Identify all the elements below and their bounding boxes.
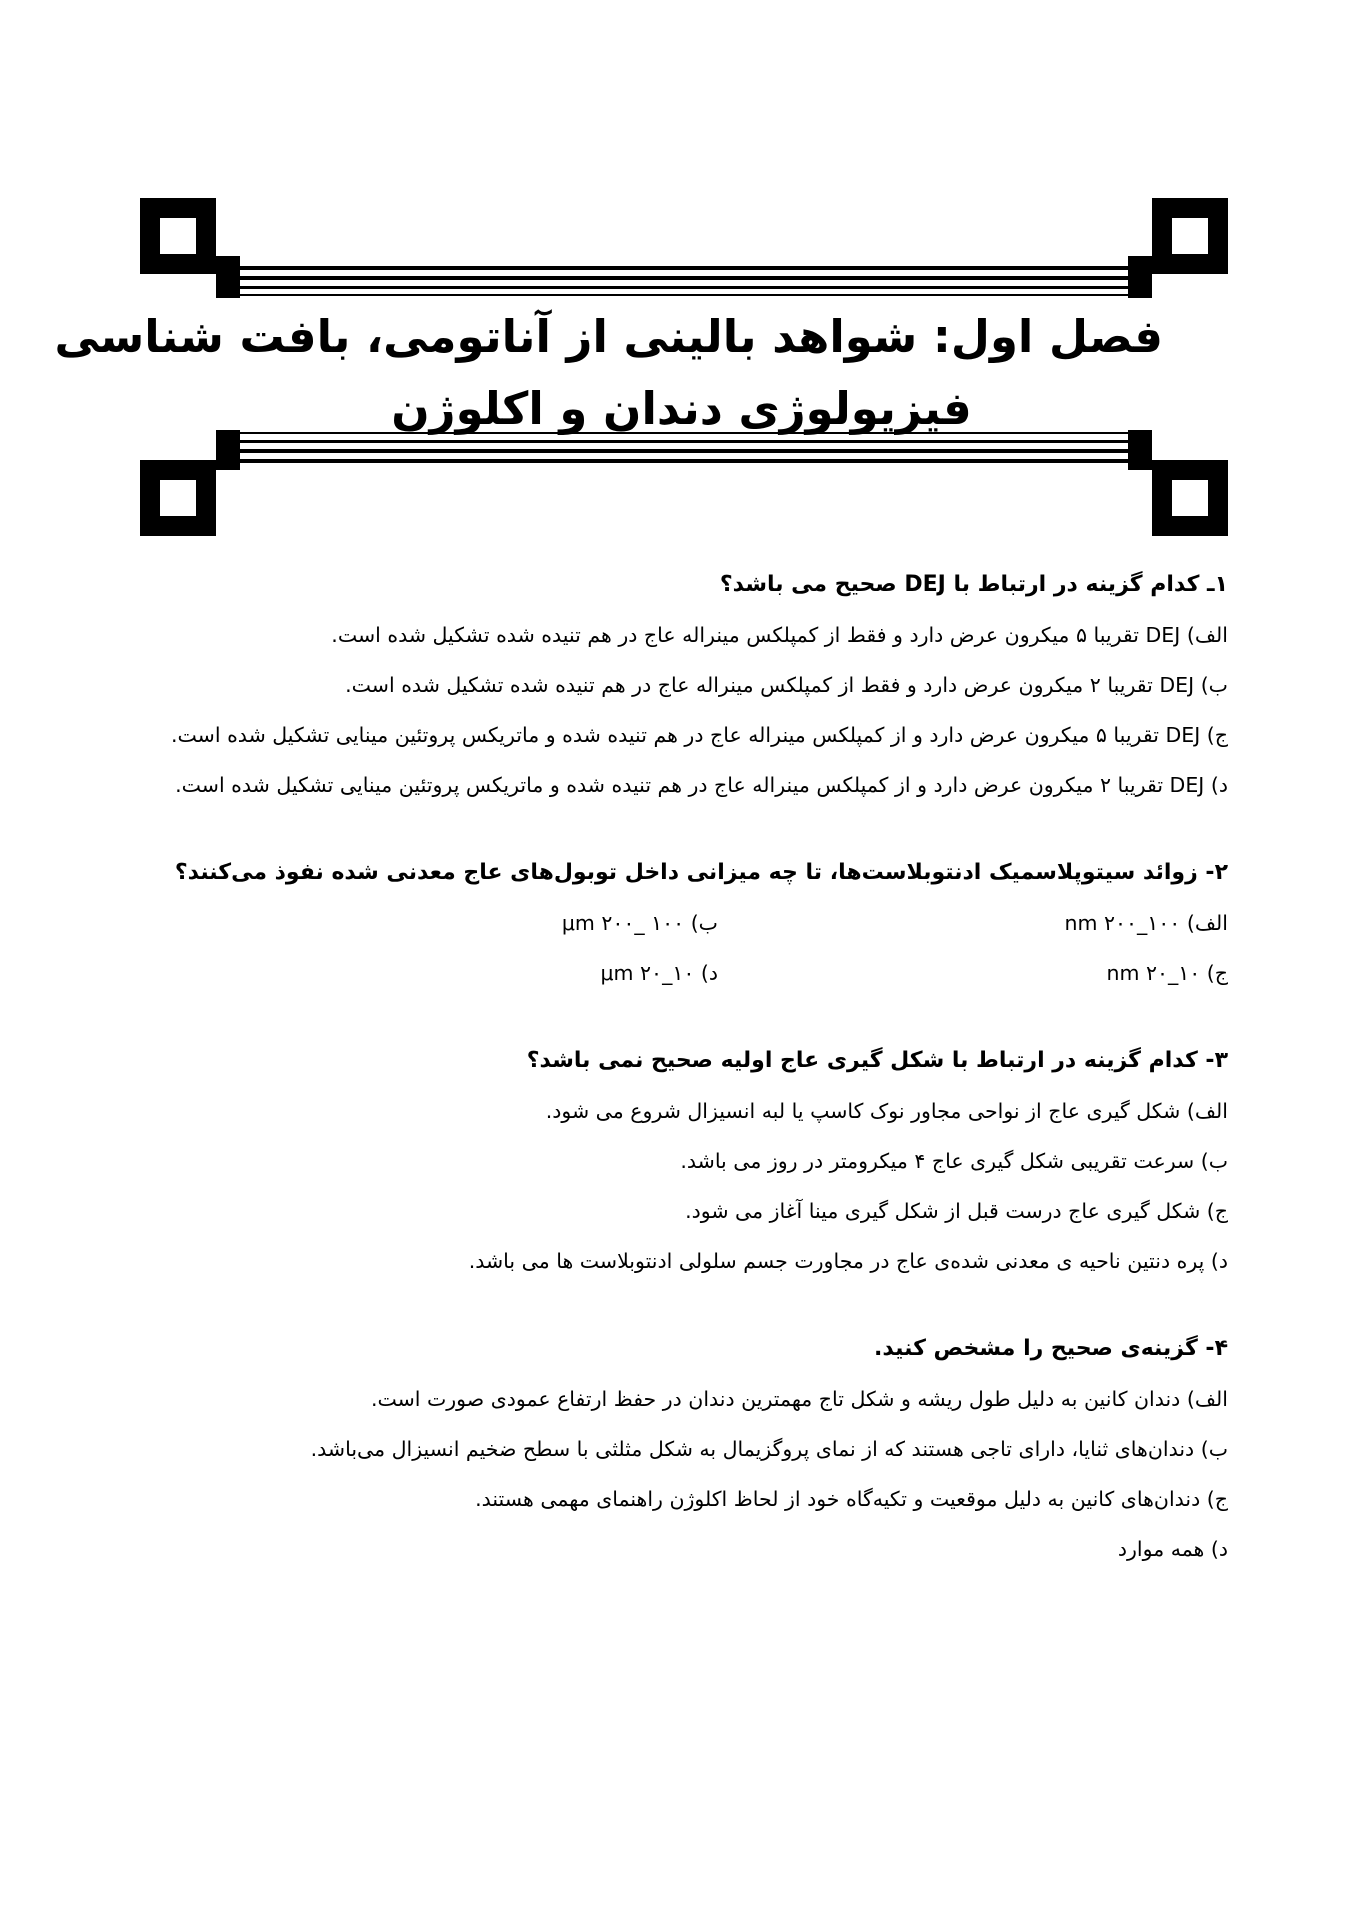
option-c: ج) DEJ تقریبا ۵ میکرون عرض دارد و از کمپلکس مینراله عاج در هم تنیده شده و ماتریکس پروتئین مینایی تشکیل شده است. <box>171 723 1228 747</box>
option-d: د) DEJ تقریبا ۲ میکرون عرض دارد و از کمپلکس مینراله عاج در هم تنیده شده و ماتریکس پروتئین مینایی تشکیل شده است. <box>175 773 1228 797</box>
corner-ornament-hole <box>1172 480 1208 516</box>
bottom-rule <box>240 459 1128 463</box>
question-title: ۱ـ کدام گزینه در ارتباط با DEJ صحیح می باشد؟ <box>719 572 1228 597</box>
top-rule <box>240 276 1128 280</box>
option-c: ج) شکل گیری عاج درست قبل از شکل گیری مینا آغاز می شود. <box>685 1199 1228 1223</box>
top-rule <box>240 294 1128 296</box>
option-d: د) همه موارد <box>1117 1537 1228 1561</box>
question-1 <box>140 560 1228 810</box>
chapter-title-line-1: فصل اول: شواهد بالینی از آناتومی، بافت شناسی <box>54 310 1163 363</box>
corner-ornament-hole <box>160 480 196 516</box>
option-c: ج) دندان‌های کانین به دلیل موقعیت و تکیه‌گاه خود از لحاظ اکلوژن راهنمای مهمی هستند. <box>475 1487 1228 1511</box>
questions-section <box>140 560 1228 1612</box>
option-a: الف) nm ۲۰۰_۱۰۰ <box>1064 911 1228 935</box>
option-a: الف) شکل گیری عاج از نواحی مجاور نوک کاسپ یا لبه انسیزال شروع می شود. <box>545 1099 1228 1123</box>
option-b: ب) μm ۲۰۰_ ۱۰۰ <box>561 911 718 935</box>
option-c: ج) nm ۲۰_۱۰ <box>1106 961 1228 985</box>
corner-ornament-step <box>216 256 240 298</box>
question-title: ۴- گزینه‌ی صحیح را مشخص کنید. <box>874 1336 1228 1361</box>
option-a: الف) DEJ تقریبا ۵ میکرون عرض دارد و فقط از کمپلکس مینراله عاج در هم تنیده شده تشکیل شده است. <box>331 623 1228 647</box>
corner-ornament-hole <box>160 218 196 254</box>
corner-ornament-hole <box>1172 218 1208 254</box>
option-a: الف) دندان کانین به دلیل طول ریشه و شکل تاج مهمترین دندان در حفظ ارتفاع عمودی صورت است. <box>370 1387 1228 1411</box>
option-d: د) پره دنتین ناحیه ی معدنی شده‌ی عاج در مجاورت جسم سلولی ادنتوبلاست ها می باشد. <box>468 1249 1228 1273</box>
option-b: ب) دندان‌های ثنایا، دارای تاجی هستند که از نمای پروگزیمال به شکل مثلثی با سطح ضخیم انسیزال می‌باشد. <box>310 1437 1228 1461</box>
option-d: د) μm ۲۰_۱۰ <box>600 961 718 985</box>
options-grid <box>140 898 1228 998</box>
bottom-rule <box>240 449 1128 453</box>
option-b: ب) DEJ تقریبا ۲ میکرون عرض دارد و فقط از کمپلکس مینراله عاج در هم تنیده شده تشکیل شده است. <box>345 673 1228 697</box>
question-4 <box>140 1324 1228 1574</box>
top-rule <box>240 286 1128 289</box>
question-title: ۲- زوائد سیتوپلاسمیک ادنتوبلاست‌ها، تا چه میزانی داخل توبول‌های عاج معدنی شده نفوذ می‌کنند؟ <box>174 860 1228 885</box>
question-3 <box>140 1036 1228 1286</box>
question-2 <box>140 848 1228 998</box>
top-rule <box>240 266 1128 270</box>
corner-ornament-step <box>1128 256 1152 298</box>
question-title: ۳- کدام گزینه در ارتباط با شکل گیری عاج اولیه صحیح نمی باشد؟ <box>526 1048 1228 1073</box>
option-b: ب) سرعت تقریبی شکل گیری عاج ۴ میکرومتر در روز می باشد. <box>680 1149 1228 1173</box>
chapter-title-line-2: فیزیولوژی دندان و اکلوژن <box>391 382 972 435</box>
